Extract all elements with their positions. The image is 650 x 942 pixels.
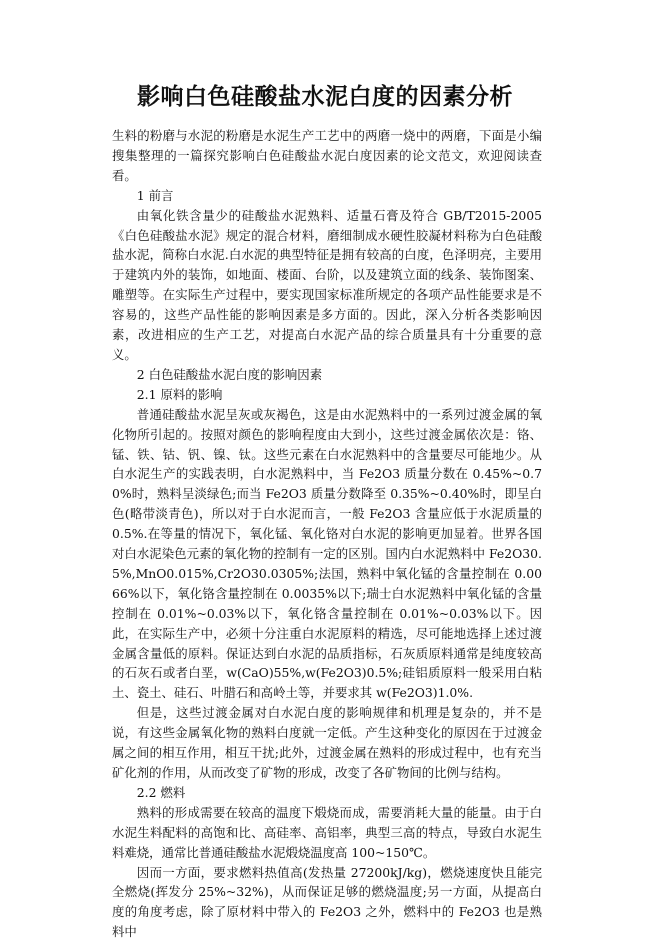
intro-paragraph: 生料的粉磨与水泥的粉磨是水泥生产工艺中的两磨一烧中的两磨，下面是小编搜集整理的一篇探究影响白色硅酸盐水泥白度因素的论文范文，欢迎阅读查看。 [112,128,542,183]
body-paragraph: 但是，这些过渡金属对白水泥白度的影响规律和机理是复杂的，并不是说，有这些金属氧化物的熟料白度就一定低。产生这种变化的原因在于过渡金属之间的相互作用，相互干扰;此外，过渡金属在熟料的形成过程中，也有充当矿化剂的作用，从而改变了矿物的形成，改变了各矿物间的比例与结构。 [112,705,542,780]
body-paragraph: 由氧化铁含量少的硅酸盐水泥熟料、适量石膏及符合 GB/T2015-2005《白色硅酸盐水泥》规定的混合材料，磨细制成水硬性胶凝材料称为白色硅酸盐水泥，简称白水泥.白水泥的典型特征是拥有较高的白度，色泽明亮，主要用于建筑内外的装饰，如地面、楼面、台阶，以及建筑立面的线条、装饰图案、雕塑等。在实际生产过程中，要实现国家标准所规定的各项产品性能要求是不容易的，这些产品性能的影响因素是多方面的。因此，深入分析各类影响因素，改进相应的生产工艺，对提高白水泥产品的综合质量具有十分重要的意义。 [112,207,542,362]
subsection-heading-raw-materials: 2.1 原料的影响 [136,386,223,402]
subsection-heading-fuel: 2.2 燃料 [136,784,186,800]
section-heading-factors: 2 白色硅酸盐水泥白度的影响因素 [136,366,323,382]
document-title: 影响白色硅酸盐水泥白度的因素分析 [137,84,513,110]
document-body [112,126,542,942]
body-paragraph: 普通硅酸盐水泥呈灰或灰褐色，这是由水泥熟料中的一系列过渡金属的氧化物所引起的。按照对颜色的影响程度由大到小，这些过渡金属依次是：铬、锰、铁、钴、钒、镍、钛。这些元素在白水泥熟料中的含量要尽可能地少。从白水泥生产的实践表明，白水泥熟料中，当 Fe2O3 质量分数在 0.45%~0.70%时，熟料呈淡绿色;而当 Fe2O3 质量分数降至 0.35%~0.40%时，即呈白色(略带淡青色)，所以对于白水泥而言，一般 Fe2O3 含量应低于水泥质量的 0.5%.在等量的情况下，氧化锰、氧化铬对白水泥的影响更加显着。世界各国对白水泥染色元素的氧化物的控制有一定的区别。国内白水泥熟料中 Fe2O30.5%,MnO0.015%,Cr2O30.0305%;法国，熟料中氧化锰的含量控制在 0.0066%以下，氧化铬含量控制在 0.0035%以下;瑞士白水泥熟料中氧化锰的含量控制在 0.01%~0.03%以下，氧化铬含量控制在 0.01%~0.03%以下。因此，在实际生产中，必须十分注重白水泥原料的精选，尽可能地选择上述过渡金属含量低的原料。保证达到白水泥的品质指标，石灰质原料通常是纯度较高的石灰石或者白垩，w(CaO)55%,w(Fe2O3)0.5%;硅铝质原料一般采用白粘土、瓷土、硅石、叶腊石和高岭土等，并要求其 w(Fe2O3)1.0%. [112,406,542,701]
body-paragraph: 因而一方面，要求燃料热值高(发热量 27200kJ/kg)，燃烧速度快且能完全燃烧(挥发分 25%~32%)，从而保证足够的燃烧温度;另一方面，从提高白度的角度考虑，除了原材料中带入的 Fe2O3 之外，燃料中的 Fe2O3 也是熟料中 [112,864,542,940]
section-heading-preface: 1 前言 [136,187,174,203]
body-paragraph: 熟料的形成需要在较高的温度下煅烧而成，需要消耗大量的能量。由于白水泥生料配料的高饱和比、高硅率、高铝率，典型三高的特点，导致白水泥生料难烧，通常比普通硅酸盐水泥煅烧温度高 100~150℃。 [112,804,542,860]
